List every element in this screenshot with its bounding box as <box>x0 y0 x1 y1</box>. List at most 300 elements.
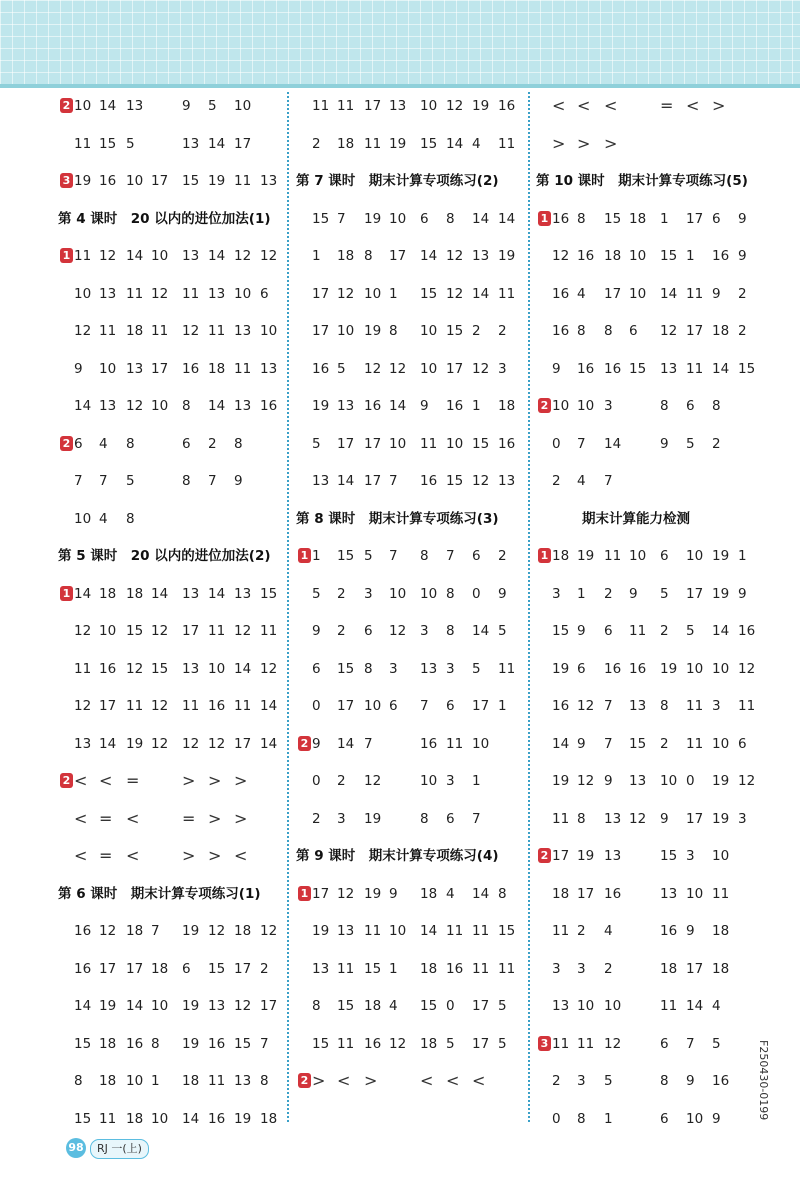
answer-value: 10 <box>420 585 438 602</box>
answer-value: 19 <box>498 248 516 264</box>
answer-value: < <box>337 1071 351 1090</box>
answer-value: 10 <box>234 285 252 302</box>
answer-value: 12 <box>364 360 382 377</box>
answer-value: 9 <box>712 1110 721 1127</box>
answer-value: 13 <box>99 398 117 414</box>
answer-value: 6 <box>389 698 398 714</box>
answer-value: 9 <box>738 210 747 227</box>
answer-value: 16 <box>498 435 516 452</box>
answer-value: 6 <box>660 1110 669 1127</box>
answer-value: 2 <box>337 585 346 602</box>
question-number-badge: 2 <box>60 436 73 451</box>
answer-value: 19 <box>577 548 595 564</box>
answer-value: 8 <box>712 398 721 414</box>
answer-value: 12 <box>389 360 407 377</box>
answer-value: 14 <box>389 398 407 414</box>
answer-value: 8 <box>420 810 429 827</box>
answer-value: 4 <box>712 998 721 1014</box>
answer-value: 5 <box>446 1035 455 1052</box>
answer-row <box>312 392 522 430</box>
answer-row <box>300 1067 522 1105</box>
answer-value: 10 <box>712 735 730 752</box>
answer-value: 8 <box>364 660 373 677</box>
answer-value: 18 <box>99 1073 117 1089</box>
answer-value: 5 <box>312 585 321 602</box>
answer-value: 14 <box>686 998 704 1014</box>
answer-value: 8 <box>312 998 321 1014</box>
answer-value: 16 <box>260 398 278 414</box>
answer-value: 19 <box>99 998 117 1014</box>
answer-value: 0 <box>552 435 561 452</box>
answer-value: 1 <box>389 285 398 302</box>
answer-value: 12 <box>260 923 278 939</box>
answer-value: 7 <box>389 548 398 564</box>
answer-value: 10 <box>126 173 144 189</box>
answer-value: 6 <box>182 960 191 977</box>
answer-value: 5 <box>208 98 217 114</box>
answer-value: > <box>208 771 222 790</box>
answer-value: 1 <box>312 248 321 264</box>
answer-value: 2 <box>552 1073 561 1089</box>
answer-value: 6 <box>472 548 481 564</box>
answer-row <box>74 730 279 768</box>
answer-row <box>312 992 522 1030</box>
answer-row <box>552 617 762 655</box>
answer-value: 7 <box>446 548 455 564</box>
answer-value: 17 <box>126 960 144 977</box>
answer-value: 8 <box>234 435 243 452</box>
answer-value: 1 <box>312 548 321 564</box>
answer-value: < <box>126 846 140 865</box>
answer-value: 5 <box>498 1035 507 1052</box>
answer-value: 13 <box>472 248 490 264</box>
answer-value: 10 <box>151 1110 169 1127</box>
answer-value: > <box>364 1071 378 1090</box>
answer-value: 14 <box>151 585 169 602</box>
answer-value: 11 <box>629 623 647 639</box>
answer-value: 11 <box>446 735 464 752</box>
answer-row <box>312 317 522 355</box>
answer-value: 2 <box>604 960 613 977</box>
answer-value: 11 <box>498 135 516 152</box>
answer-value: 8 <box>126 435 135 452</box>
answer-value: 18 <box>712 323 730 339</box>
question-number-badge: 3 <box>60 173 73 188</box>
answer-value: 16 <box>498 98 516 114</box>
answer-value: 2 <box>738 323 747 339</box>
answer-row <box>540 842 762 880</box>
answer-value: 2 <box>208 435 217 452</box>
answer-value: 18 <box>420 885 438 902</box>
answer-value: 16 <box>312 360 330 377</box>
answer-value: 15 <box>738 360 756 377</box>
answer-value: 9 <box>234 473 243 489</box>
answer-value: 13 <box>182 660 200 677</box>
answer-value: 2 <box>577 923 586 939</box>
answer-value: 3 <box>712 698 721 714</box>
answer-value: 12 <box>182 323 200 339</box>
column-divider <box>287 92 289 1122</box>
answer-value: 17 <box>312 885 330 902</box>
answer-value: 3 <box>577 960 586 977</box>
answer-value: 16 <box>420 735 438 752</box>
answer-value: 17 <box>472 1035 490 1052</box>
answer-value: 5 <box>472 660 481 677</box>
answer-value: 10 <box>604 998 622 1014</box>
answer-value: 10 <box>389 210 407 227</box>
answer-value: 3 <box>420 623 429 639</box>
answer-value: 16 <box>738 623 756 639</box>
answer-value: 14 <box>208 135 226 152</box>
answer-value: 10 <box>420 323 438 339</box>
answer-value: 12 <box>604 1035 622 1052</box>
answer-row <box>552 692 762 730</box>
answer-value: 8 <box>660 1073 669 1089</box>
answer-value: 17 <box>234 735 252 752</box>
answer-value: > <box>208 846 222 865</box>
answer-value: 19 <box>712 548 730 564</box>
answer-value: 13 <box>337 398 355 414</box>
answer-value: 1 <box>389 960 398 977</box>
answer-value: 18 <box>337 248 355 264</box>
answer-value: 2 <box>260 960 269 977</box>
answer-value: 11 <box>472 923 490 939</box>
answer-value: 5 <box>126 135 135 152</box>
answer-value: 15 <box>151 660 169 677</box>
answer-value: 8 <box>389 323 398 339</box>
answer-value: 15 <box>472 435 490 452</box>
answer-row <box>312 617 522 655</box>
answer-value: 2 <box>552 473 561 489</box>
answer-value: > <box>312 1071 326 1090</box>
answer-value: 10 <box>660 773 678 789</box>
answer-value: 11 <box>74 135 92 152</box>
answer-value: 9 <box>629 585 638 602</box>
answer-value: 11 <box>577 1035 595 1052</box>
answer-row <box>552 242 762 280</box>
answer-value: 11 <box>498 285 516 302</box>
answer-value: 1 <box>738 548 747 564</box>
answer-value: 17 <box>552 848 570 864</box>
answer-value: 17 <box>234 135 252 152</box>
answer-value: 12 <box>364 773 382 789</box>
answer-column <box>296 92 522 1105</box>
answer-value: 13 <box>312 960 330 977</box>
answer-value: 13 <box>234 323 252 339</box>
answer-value: 12 <box>260 248 278 264</box>
answer-value: < <box>472 1071 486 1090</box>
answer-row <box>552 655 762 693</box>
question-number-badge: 1 <box>60 586 73 601</box>
answer-value: 3 <box>364 585 373 602</box>
answer-value: 15 <box>660 848 678 864</box>
answer-value: 4 <box>472 135 481 152</box>
answer-value: 15 <box>234 1035 252 1052</box>
answer-value: 15 <box>552 623 570 639</box>
answer-row <box>74 392 279 430</box>
answer-row <box>74 917 279 955</box>
lesson-heading <box>552 505 762 543</box>
answer-row <box>312 580 522 618</box>
answer-row <box>74 1067 279 1105</box>
answer-value: 13 <box>182 248 200 264</box>
answer-value: 17 <box>312 323 330 339</box>
answer-row <box>312 130 522 168</box>
answer-value: 19 <box>712 773 730 789</box>
answer-value: 11 <box>126 698 144 714</box>
answer-value: 12 <box>337 285 355 302</box>
lesson-heading-text: 第 4 课时 20 以内的进位加法(1) <box>58 210 271 227</box>
answer-value: 15 <box>498 923 516 939</box>
answer-value: 11 <box>234 173 252 189</box>
answer-value: > <box>604 133 618 153</box>
answer-value: 19 <box>182 923 200 939</box>
answer-value: 6 <box>420 210 429 227</box>
answer-value: 7 <box>260 1035 269 1052</box>
answer-value: 19 <box>126 735 144 752</box>
edition-label: RJ 一(上) <box>90 1139 149 1159</box>
answer-row <box>312 467 522 505</box>
answer-value: 0 <box>686 773 695 789</box>
answer-value: 6 <box>629 323 638 339</box>
answer-value: 15 <box>446 473 464 489</box>
answer-value: 10 <box>151 998 169 1014</box>
answer-value: 3 <box>577 1073 586 1089</box>
answer-value: 14 <box>99 735 117 752</box>
answer-row <box>300 542 522 580</box>
answer-value: 12 <box>472 473 490 489</box>
answer-value: 19 <box>712 810 730 827</box>
answer-value: < <box>577 96 591 115</box>
answer-value: 11 <box>260 623 278 639</box>
page-number: 98 <box>66 1138 86 1158</box>
answer-value: 12 <box>472 360 490 377</box>
answer-value: 12 <box>151 623 169 639</box>
answer-value: 17 <box>389 248 407 264</box>
answer-value: 8 <box>151 1035 160 1052</box>
answer-value: 9 <box>577 735 586 752</box>
answer-value: 13 <box>660 885 678 902</box>
answer-row <box>552 955 762 993</box>
answer-value: 17 <box>99 960 117 977</box>
answer-value: 19 <box>312 923 330 939</box>
answer-value: > <box>182 771 196 790</box>
answer-value: 3 <box>446 660 455 677</box>
answer-row <box>312 205 522 243</box>
answer-value: 14 <box>182 1110 200 1127</box>
answer-value: 7 <box>420 698 429 714</box>
answer-value: 12 <box>446 248 464 264</box>
answer-value: 13 <box>260 360 278 377</box>
answer-value: 2 <box>604 585 613 602</box>
answer-value: 8 <box>446 585 455 602</box>
answer-value: 13 <box>604 810 622 827</box>
answer-value: < <box>604 96 618 115</box>
answer-value: 5 <box>498 998 507 1014</box>
lesson-heading-text: 第 9 课时 期末计算专项练习(4) <box>296 848 499 864</box>
answer-value: 19 <box>712 585 730 602</box>
answer-value: 15 <box>420 285 438 302</box>
answer-value: 17 <box>604 285 622 302</box>
answer-value: > <box>234 808 248 828</box>
answer-row <box>552 355 762 393</box>
answer-value: 6 <box>604 623 613 639</box>
answer-value: 11 <box>686 285 704 302</box>
answer-value: 16 <box>364 398 382 414</box>
answer-value: 18 <box>234 923 252 939</box>
answer-value: 9 <box>312 623 321 639</box>
answer-row <box>552 317 762 355</box>
answer-value: 11 <box>498 660 516 677</box>
lesson-heading-text: 期末计算能力检测 <box>582 510 690 527</box>
answer-value: 11 <box>182 285 200 302</box>
answer-value: 13 <box>208 998 226 1014</box>
answer-row <box>552 880 762 918</box>
answer-value: 16 <box>446 960 464 977</box>
answer-value: 7 <box>151 923 160 939</box>
answer-value: 16 <box>629 660 647 677</box>
answer-value: > <box>182 846 196 865</box>
answer-value: 16 <box>208 1035 226 1052</box>
answer-value: 5 <box>364 548 373 564</box>
answer-value: 14 <box>712 360 730 377</box>
answer-value: 14 <box>208 248 226 264</box>
question-number-badge: 1 <box>298 548 311 563</box>
answer-value: 6 <box>74 435 83 452</box>
answer-value: 4 <box>604 923 613 939</box>
answer-value: 12 <box>629 810 647 827</box>
answer-value: 17 <box>577 885 595 902</box>
answer-value: 6 <box>686 398 695 414</box>
answer-row <box>74 467 279 505</box>
answer-value: 3 <box>686 848 695 864</box>
answer-value: 16 <box>577 248 595 264</box>
answer-value: 14 <box>260 698 278 714</box>
answer-value: 13 <box>337 923 355 939</box>
answer-row <box>540 542 762 580</box>
answer-value: 4 <box>389 998 398 1014</box>
answer-value: 9 <box>686 923 695 939</box>
answer-value: 19 <box>660 660 678 677</box>
answer-value: 16 <box>446 398 464 414</box>
answer-value: 5 <box>337 360 346 377</box>
answer-value: > <box>712 96 726 115</box>
answer-value: 15 <box>660 248 678 264</box>
answer-value: 6 <box>182 435 191 452</box>
answer-value: 18 <box>151 960 169 977</box>
answer-value: 6 <box>260 285 269 302</box>
answer-value: 2 <box>337 623 346 639</box>
answer-value: 16 <box>552 698 570 714</box>
answer-value: 14 <box>74 585 92 602</box>
answer-value: 18 <box>629 210 647 227</box>
answer-value: 18 <box>712 960 730 977</box>
answer-value: 9 <box>686 1073 695 1089</box>
answer-value: 17 <box>182 623 200 639</box>
answer-value: 13 <box>234 1073 252 1089</box>
answer-value: 12 <box>234 623 252 639</box>
answer-value: 13 <box>126 98 144 114</box>
answer-value: 18 <box>552 548 570 564</box>
lesson-heading-text: 第 8 课时 期末计算专项练习(3) <box>296 510 499 527</box>
answer-value: 18 <box>126 923 144 939</box>
answer-value: 11 <box>604 548 622 564</box>
answer-value: 19 <box>472 98 490 114</box>
answer-value: 8 <box>126 510 135 527</box>
answer-value: 9 <box>420 398 429 414</box>
answer-row <box>552 1067 762 1105</box>
question-number-badge: 2 <box>538 848 551 863</box>
answer-value: 3 <box>446 773 455 789</box>
lesson-heading-text: 第 5 课时 20 以内的进位加法(2) <box>58 548 271 564</box>
answer-value: 3 <box>738 810 747 827</box>
answer-value: 12 <box>552 248 570 264</box>
column-divider <box>528 92 530 1122</box>
answer-value: 19 <box>208 173 226 189</box>
lesson-heading <box>296 842 522 880</box>
answer-value: 7 <box>389 473 398 489</box>
answer-value: 9 <box>552 360 561 377</box>
answer-row <box>62 92 279 130</box>
answer-value: 1 <box>577 585 586 602</box>
answer-value: < <box>74 771 88 790</box>
answer-value: 17 <box>686 960 704 977</box>
answer-value: < <box>686 96 700 115</box>
answer-value: 8 <box>182 473 191 489</box>
answer-value: 19 <box>552 773 570 789</box>
answer-value: 6 <box>446 698 455 714</box>
answer-row <box>312 805 522 843</box>
answer-row <box>74 1030 279 1068</box>
answer-value: 10 <box>686 548 704 564</box>
answer-value: 16 <box>208 698 226 714</box>
answer-value: 5 <box>686 623 695 639</box>
answer-value: 12 <box>182 735 200 752</box>
answer-value: 14 <box>712 623 730 639</box>
answer-value: 9 <box>74 360 83 377</box>
answer-value: 18 <box>99 1035 117 1052</box>
answer-value: 8 <box>577 1110 586 1127</box>
lesson-heading-text: 第 10 课时 期末计算专项练习(5) <box>536 173 748 189</box>
answer-value: = <box>99 808 113 828</box>
answer-value: 11 <box>498 960 516 977</box>
answer-row <box>74 805 279 843</box>
answer-value: 2 <box>498 323 507 339</box>
answer-value: 11 <box>208 623 226 639</box>
answer-value: 13 <box>126 360 144 377</box>
answer-row <box>312 355 522 393</box>
answer-value: 1 <box>472 398 481 414</box>
answer-value: 19 <box>182 998 200 1014</box>
answer-value: 2 <box>498 548 507 564</box>
answer-value: 14 <box>208 585 226 602</box>
answer-value: 8 <box>577 323 586 339</box>
answer-value: 6 <box>577 660 586 677</box>
answer-value: 11 <box>420 435 438 452</box>
answer-value: 10 <box>389 585 407 602</box>
answer-value: 4 <box>99 510 108 527</box>
answer-row <box>312 1030 522 1068</box>
answer-value: 14 <box>74 998 92 1014</box>
answer-value: 17 <box>686 585 704 602</box>
answer-value: 12 <box>126 398 144 414</box>
answer-value: 14 <box>472 885 490 902</box>
answer-value: 12 <box>74 623 92 639</box>
answer-value: 3 <box>389 660 398 677</box>
lesson-heading <box>58 880 279 918</box>
answer-value: 17 <box>364 435 382 452</box>
answer-value: 14 <box>604 435 622 452</box>
